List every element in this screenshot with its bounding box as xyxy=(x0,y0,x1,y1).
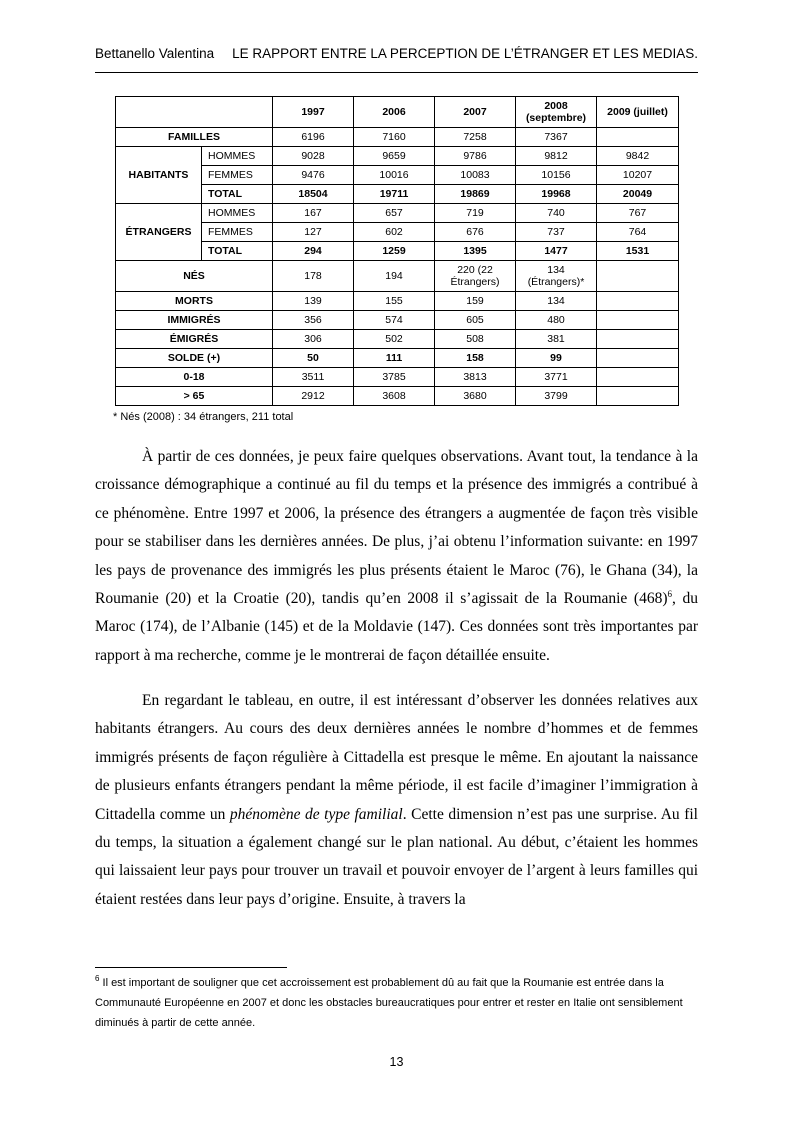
table-cell xyxy=(597,311,679,330)
table-cell: 3799 xyxy=(516,387,597,406)
table-row xyxy=(116,261,679,292)
footnote-number: 6 xyxy=(95,974,100,983)
table-cell: 3608 xyxy=(354,387,435,406)
table-cell: 574 xyxy=(354,311,435,330)
table-cell: 159 xyxy=(435,292,516,311)
emphasis-text: phénomène de type familial xyxy=(229,805,403,823)
column-header: 2008 (septembre) xyxy=(516,97,597,128)
table-header-blank xyxy=(116,97,273,128)
row-label: FAMILLES xyxy=(116,128,273,147)
table-cell: 605 xyxy=(435,311,516,330)
table-row xyxy=(116,311,679,330)
table-note: * Nés (2008) : 34 étrangers, 211 total xyxy=(113,411,294,423)
table-cell: 139 xyxy=(273,292,354,311)
table-cell: 9842 xyxy=(597,147,679,166)
table-row xyxy=(116,387,679,406)
paragraph-text: En regardant le tableau, en outre, il est intéressant d’observer les données relatives aux habitants étrangers. Au cours des deux dernières années le nombre d’hommes et de femmes immigrés présents de façon régulière à Cittadella est presque le même. En ajoutant la naissance de plusieurs enfants étrangers pendant la même période, il est facile d’imaginer l’immigration à Cittadella comme un xyxy=(95,692,698,823)
table-cell: 3680 xyxy=(435,387,516,406)
table-cell: 9476 xyxy=(273,166,354,185)
table-cell: 167 xyxy=(273,204,354,223)
table-cell: 1477 xyxy=(516,242,597,261)
table-row xyxy=(116,292,679,311)
table-cell: 737 xyxy=(516,223,597,242)
paragraph-text: À partir de ces données, je peux faire quelques observations. Avant tout, la tendance à la croissance démographique a continué au fil du temps et la présence des immigrés a contribué à ce phénomène. Entre 1997 et 2006, la présence des étrangers a augmentée de façon très visible pour se stabiliser dans les dernières années. De plus, j’ai obtenu l’information suivante: en 1997 les pays de provenance des immigrés les plus présents étaient le Maroc (76), le Ghana (34), la Roumanie (20) et la Croatie (20), tandis qu’en 2008 il s’agissait de la Roumanie (468) xyxy=(95,448,698,608)
table-cell: 381 xyxy=(516,330,597,349)
table-row xyxy=(116,349,679,368)
table-cell: 1531 xyxy=(597,242,679,261)
row-label: > 65 xyxy=(116,387,273,406)
table-cell: 502 xyxy=(354,330,435,349)
table-cell: 220 (22 Étrangers) xyxy=(435,261,516,292)
table-cell: 19968 xyxy=(516,185,597,204)
row-sublabel: FEMMES xyxy=(202,166,273,185)
row-label: IMMIGRÉS xyxy=(116,311,273,330)
table-cell: 9659 xyxy=(354,147,435,166)
table-cell: 3785 xyxy=(354,368,435,387)
table-cell: 767 xyxy=(597,204,679,223)
paragraph-text: . Cette dimension n’est pas une surprise. Au fil du temps, la situation a également changé sur le plan national. Au début, c’étaient les hommes qui laissaient leur pays pour trouver un travail et pouvoir envoyer de l’argent à leurs familles qui étaient restées dans leur pays d’origine. Ensuite, à travers la xyxy=(95,805,698,908)
group-label: HABITANTS xyxy=(116,147,202,204)
table-cell: 10156 xyxy=(516,166,597,185)
table-cell: 9812 xyxy=(516,147,597,166)
column-header: 2007 xyxy=(435,97,516,128)
table-cell: 480 xyxy=(516,311,597,330)
table-cell: 9786 xyxy=(435,147,516,166)
table-cell: 657 xyxy=(354,204,435,223)
table-cell: 764 xyxy=(597,223,679,242)
table-cell: 7367 xyxy=(516,128,597,147)
table-cell xyxy=(597,387,679,406)
table-cell xyxy=(597,292,679,311)
header-divider xyxy=(95,72,698,73)
table-cell: 3511 xyxy=(273,368,354,387)
table-cell: 178 xyxy=(273,261,354,292)
table-cell: 508 xyxy=(435,330,516,349)
table-cell: 3771 xyxy=(516,368,597,387)
table-header-row xyxy=(116,97,679,128)
table-cell xyxy=(597,330,679,349)
table-cell: 134 (Étrangers)* xyxy=(516,261,597,292)
paragraph-text: , du Maroc (174), de l’Albanie (145) et de la Moldavie (147). Ces données sont très importantes par rapport à ma recherche, comme je le montrerai de façon détaillée ensuite. xyxy=(95,590,699,664)
row-label: ÉMIGRÉS xyxy=(116,330,273,349)
group-label: ÉTRANGERS xyxy=(116,204,202,261)
header-author: Bettanello Valentina xyxy=(95,46,215,61)
header-title: LE RAPPORT ENTRE LA PERCEPTION DE L’ÉTRANGER ET LES MEDIAS. xyxy=(232,46,698,61)
table-cell: 10016 xyxy=(354,166,435,185)
table-cell: 3813 xyxy=(435,368,516,387)
table-cell: 18504 xyxy=(273,185,354,204)
footnote-ref[interactable]: 6 xyxy=(667,589,673,600)
table-cell: 306 xyxy=(273,330,354,349)
footnote-text: Il est important de souligner que cet accroissement est probablement dû au fait que la Roumanie est entrée dans la Communauté Européenne en 2007 et donc les obstacles bureaucratiques pour entrer et rester en Italie ont sensiblement diminués à partir de cette année. xyxy=(95,977,683,1029)
footnote xyxy=(95,973,698,1033)
body-paragraph xyxy=(95,687,698,914)
table-cell: 7258 xyxy=(435,128,516,147)
table-cell: 294 xyxy=(273,242,354,261)
table-cell xyxy=(597,368,679,387)
table-row xyxy=(116,330,679,349)
footnote-divider xyxy=(95,967,287,968)
row-label: MORTS xyxy=(116,292,273,311)
table-cell: 20049 xyxy=(597,185,679,204)
table-row xyxy=(116,368,679,387)
table-cell: 10083 xyxy=(435,166,516,185)
table-cell: 740 xyxy=(516,204,597,223)
body-paragraph xyxy=(95,443,698,670)
population-table xyxy=(115,96,679,406)
column-header: 2009 (juillet) xyxy=(597,97,679,128)
table-cell: 1395 xyxy=(435,242,516,261)
table-cell: 134 xyxy=(516,292,597,311)
table-row xyxy=(116,147,679,166)
row-sublabel: FEMMES xyxy=(202,223,273,242)
row-label: SOLDE (+) xyxy=(116,349,273,368)
row-label: NÉS xyxy=(116,261,273,292)
table-row xyxy=(116,204,679,223)
table-cell xyxy=(597,128,679,147)
table-cell xyxy=(597,261,679,292)
table-cell: 111 xyxy=(354,349,435,368)
column-header: 1997 xyxy=(273,97,354,128)
column-header: 2006 xyxy=(354,97,435,128)
row-sublabel: HOMMES xyxy=(202,147,273,166)
page-number: 13 xyxy=(389,1055,404,1069)
table-cell: 602 xyxy=(354,223,435,242)
table-cell xyxy=(597,349,679,368)
table-cell: 99 xyxy=(516,349,597,368)
row-sublabel: TOTAL xyxy=(202,185,273,204)
table-cell: 9028 xyxy=(273,147,354,166)
table-cell: 676 xyxy=(435,223,516,242)
table-cell: 719 xyxy=(435,204,516,223)
table-row xyxy=(116,128,679,147)
table-cell: 10207 xyxy=(597,166,679,185)
table-cell: 19711 xyxy=(354,185,435,204)
row-sublabel: TOTAL xyxy=(202,242,273,261)
table-cell: 19869 xyxy=(435,185,516,204)
table-cell: 50 xyxy=(273,349,354,368)
table-cell: 158 xyxy=(435,349,516,368)
table-cell: 356 xyxy=(273,311,354,330)
table-cell: 194 xyxy=(354,261,435,292)
row-sublabel: HOMMES xyxy=(202,204,273,223)
table-cell: 2912 xyxy=(273,387,354,406)
table-cell: 155 xyxy=(354,292,435,311)
table-cell: 127 xyxy=(273,223,354,242)
table-cell: 7160 xyxy=(354,128,435,147)
row-label: 0-18 xyxy=(116,368,273,387)
table-cell: 6196 xyxy=(273,128,354,147)
table-cell: 1259 xyxy=(354,242,435,261)
